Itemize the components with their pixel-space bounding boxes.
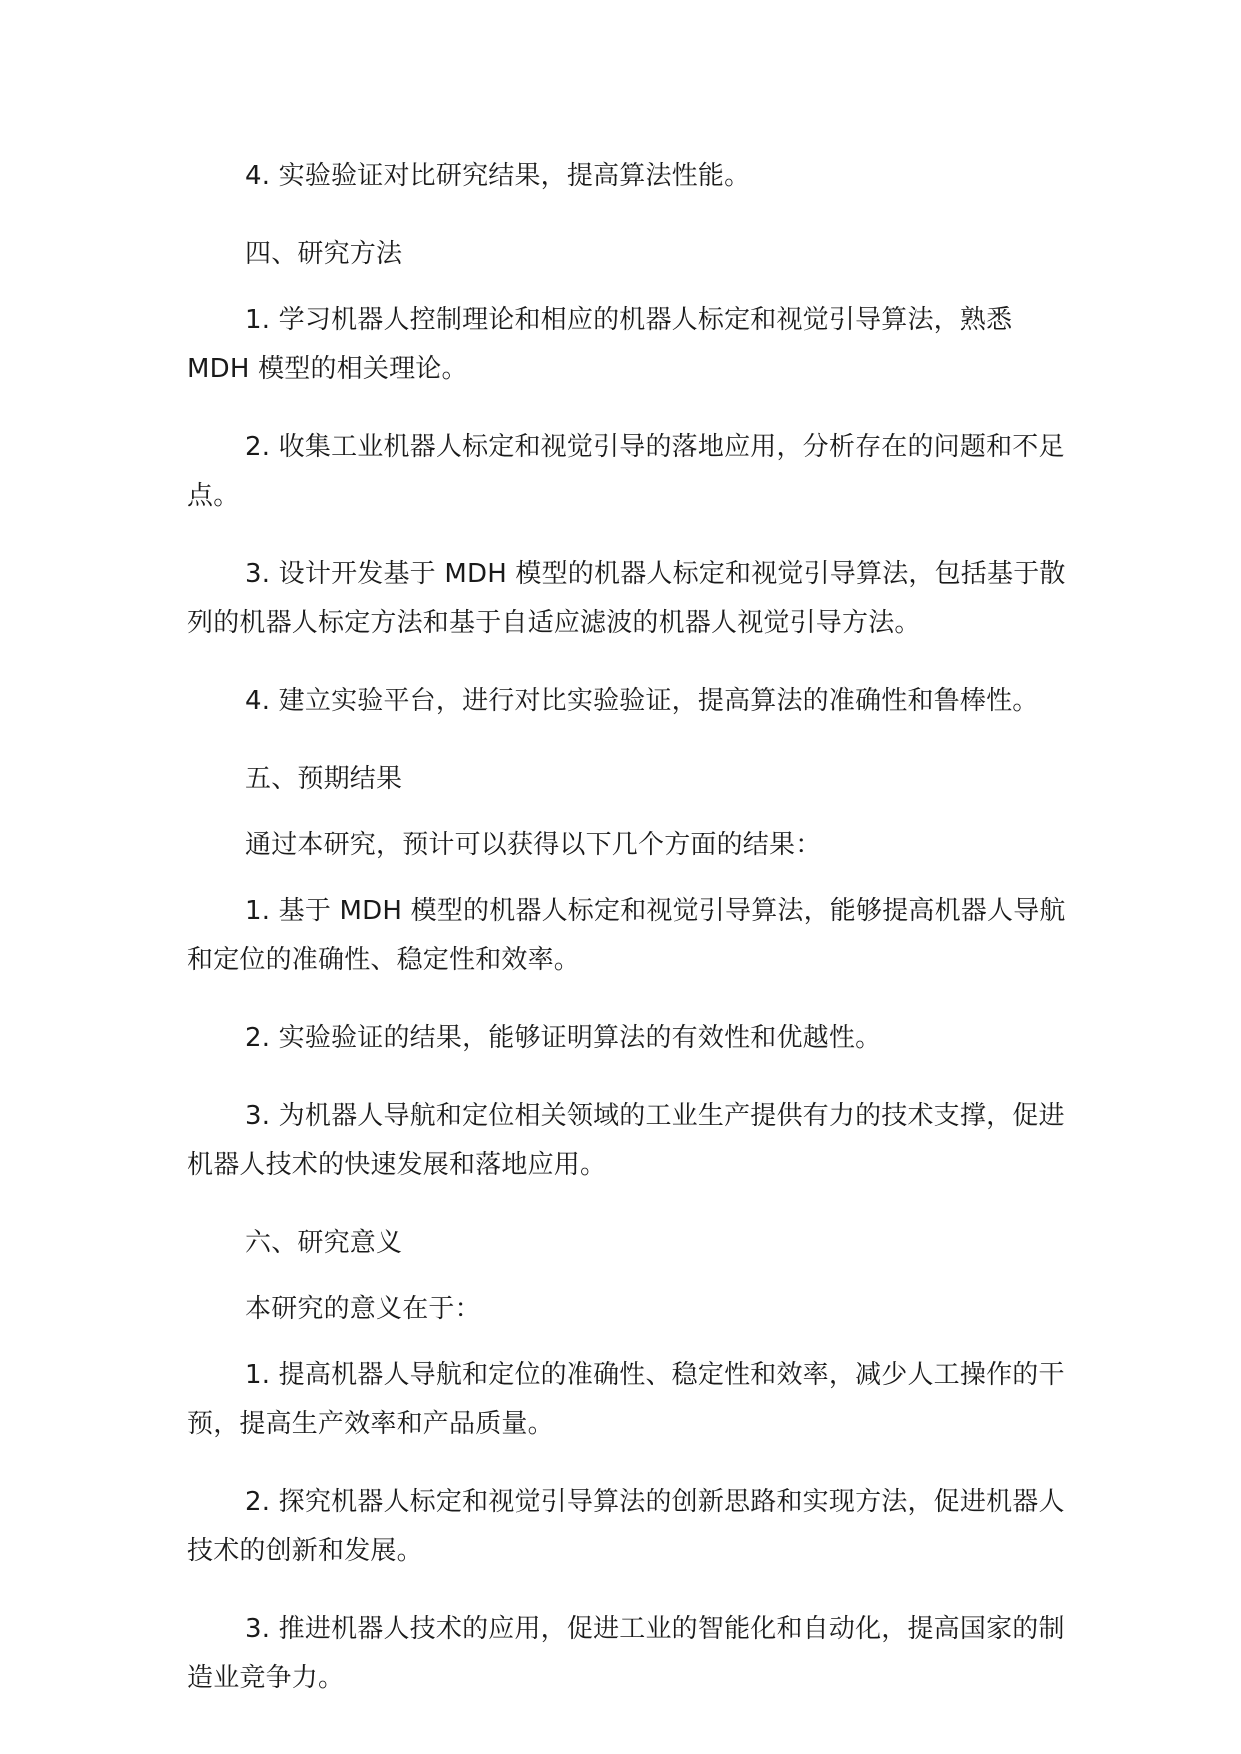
paragraph-expected-results-intro: 通过本研究，预计可以获得以下几个方面的结果： (245, 830, 822, 860)
paragraph-significance-item-2: 2. 探究机器人标定和视觉引导算法的创新思路和实现方法，促进机器人技术的创新和发展。 (187, 1487, 1065, 1566)
paragraph-significance-item-3: 3. 推进机器人技术的应用，促进工业的智能化和自动化，提高国家的制造业竞争力。 (187, 1614, 1065, 1693)
paragraph-significance-item-1: 1. 提高机器人导航和定位的准确性、稳定性和效率，减少人工操作的干预，提高生产效率和产品质量。 (187, 1360, 1065, 1439)
paragraph-result-item-4: 4. 实验验证对比研究结果，提高算法性能。 (245, 161, 751, 191)
paragraph-expected-item-1: 1. 基于 MDH 模型的机器人标定和视觉引导算法，能够提高机器人导航和定位的准确性、稳定性和效率。 (187, 896, 1066, 975)
section-heading-methods: 四、研究方法 (245, 239, 403, 269)
paragraph-method-item-4: 4. 建立实验平台，进行对比实验验证，提高算法的准确性和鲁棒性。 (245, 686, 1039, 716)
paragraph-expected-item-3: 3. 为机器人导航和定位相关领域的工业生产提供有力的技术支撑，促进机器人技术的快速发展和落地应用。 (187, 1101, 1065, 1180)
document-page (187, 152, 1067, 1732)
paragraph-expected-item-2: 2. 实验验证的结果，能够证明算法的有效性和优越性。 (245, 1023, 882, 1053)
section-heading-significance: 六、研究意义 (245, 1228, 403, 1258)
paragraph-significance-intro: 本研究的意义在于： (245, 1294, 481, 1324)
section-heading-expected-results: 五、预期结果 (245, 764, 403, 794)
paragraph-method-item-3: 3. 设计开发基于 MDH 模型的机器人标定和视觉引导算法，包括基于散列的机器人标定方法和基于自适应滤波的机器人视觉引导方法。 (187, 559, 1066, 638)
paragraph-method-item-2: 2. 收集工业机器人标定和视觉引导的落地应用，分析存在的问题和不足点。 (187, 432, 1065, 511)
paragraph-method-item-1: 1. 学习机器人控制理论和相应的机器人标定和视觉引导算法，熟悉MDH 模型的相关理论。 (187, 305, 1013, 384)
